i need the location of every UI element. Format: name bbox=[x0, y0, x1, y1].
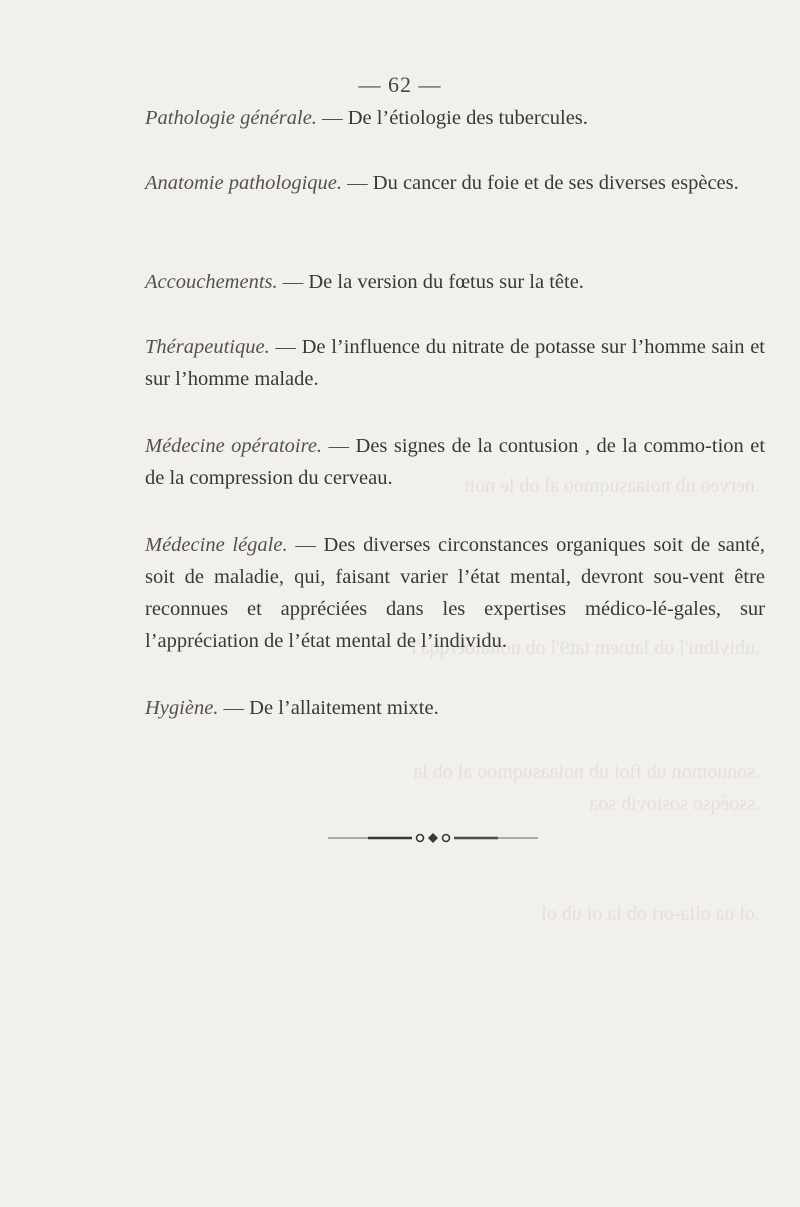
entry-text: De l’influence du nitrate de potasse sur l’homme sain et sur l’homme malade. bbox=[145, 336, 766, 390]
entry-subject: Pathologie générale. bbox=[145, 107, 317, 129]
entry-pathologie-generale bbox=[145, 102, 765, 134]
entry-subject: Accouchements. bbox=[145, 271, 278, 293]
entry-subject: Médecine opératoire. bbox=[145, 435, 323, 457]
entry-text: Des signes de la contusion , de la commo-tion et de la compression du cerveau. bbox=[145, 435, 766, 489]
entry-subject: Anatomie pathologique. bbox=[145, 172, 343, 194]
show-through-text: .nerveo ub noiaasuqmoo al ob le noit bbox=[463, 475, 760, 497]
entry-separator: — bbox=[282, 271, 304, 293]
entry-text: De l’étiologie des tubercules. bbox=[347, 107, 588, 129]
entry-subject: Thérapeutique. bbox=[145, 336, 270, 358]
entry-separator: — bbox=[295, 534, 316, 556]
entry-separator: — bbox=[322, 107, 343, 129]
entry-medecine-operatoire bbox=[145, 430, 765, 494]
entry-text: Des diverses circonstances organiques soit de santé, soit de maladie, qui, faisant varier l’état mental, devront sou-vent être reconnues et appréciées dans les expertises médico-lé-gales, sur l’appréciation de l’état mental de l’individu. bbox=[145, 534, 766, 652]
end-ornament-icon bbox=[328, 828, 538, 848]
entry-text: Du cancer du foie et de ses diverses espèces. bbox=[372, 172, 739, 194]
entry-text: De la version du fœtus sur la tête. bbox=[308, 271, 584, 293]
page-number: — 62 — bbox=[358, 72, 442, 97]
show-through-text: .sonuomon ub fioi ub noiaasuqmoo al ob la bbox=[413, 761, 760, 783]
entry-medecine-legale bbox=[145, 529, 765, 657]
show-through-text: .ubivibni'l ob latnem tat9'l ob noitaioèrqqa'l bbox=[411, 637, 760, 659]
entry-anatomie-pathologique bbox=[145, 167, 765, 199]
entry-subject: Hygiène. bbox=[145, 697, 219, 719]
entry-separator: — bbox=[328, 435, 350, 457]
entry-accouchements bbox=[145, 266, 765, 298]
entry-separator: — bbox=[347, 172, 368, 194]
entry-hygiene bbox=[145, 692, 765, 724]
show-through-text: .ssoèqso sosiovib soa bbox=[589, 793, 760, 815]
entry-separator: — bbox=[223, 697, 245, 719]
entry-text: De l’allaitement mixte. bbox=[249, 697, 439, 719]
entry-therapeutique bbox=[145, 331, 765, 395]
entry-separator: — bbox=[275, 336, 296, 358]
show-through-text: .ol ua olla-ori ob la ol ub ol bbox=[541, 903, 760, 925]
entry-subject: Médecine légale. bbox=[145, 534, 288, 556]
